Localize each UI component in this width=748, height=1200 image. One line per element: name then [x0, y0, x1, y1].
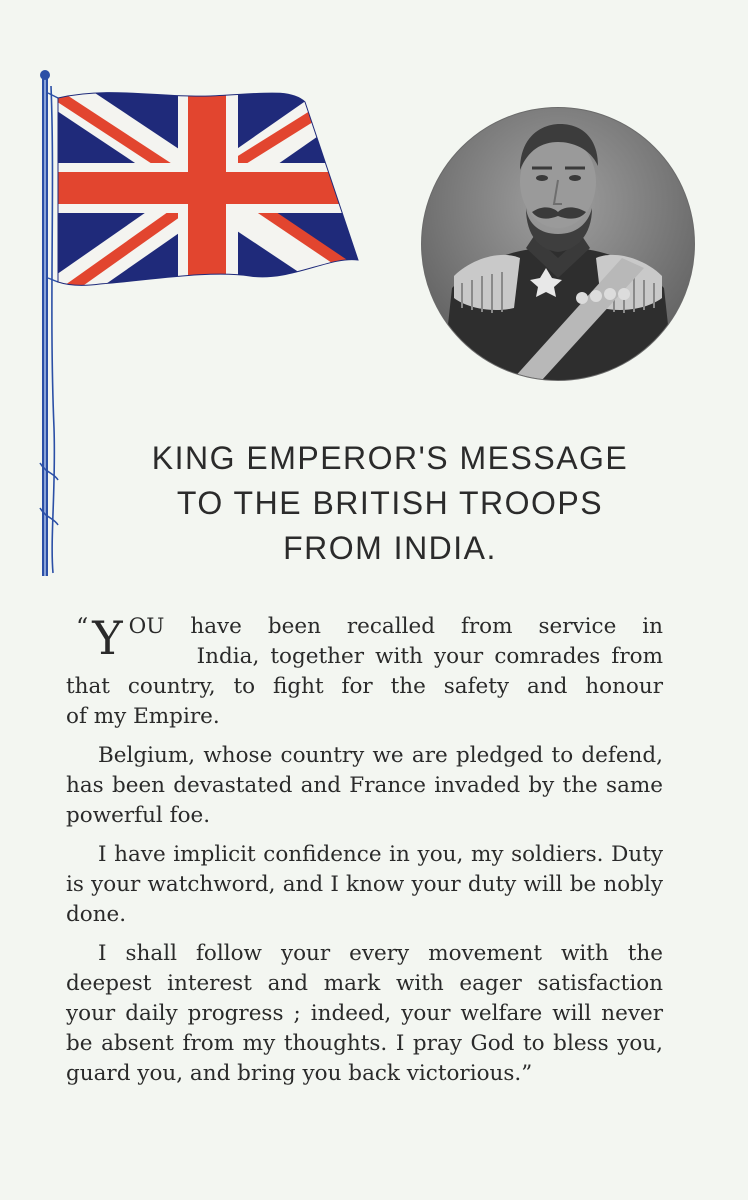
title-line-2: TO THE BRITISH TROOPS — [176, 485, 604, 521]
paragraph-1-line-1: OU have been recalled from service in — [128, 614, 663, 639]
paragraph-3: I have implicit confidence in you, my soldiers. Duty is your watchword, and I know your duty will be nobly done. — [66, 842, 663, 927]
paragraph-1-line-3: that country, to fight for the safety and honour — [66, 674, 663, 699]
title-line-1: KING EMPEROR'S MESSAGE — [151, 440, 629, 476]
open-quote: “ — [76, 613, 89, 641]
paragraph-1-line-2: India, together with your comrades from — [196, 644, 663, 669]
title-line-3: FROM INDIA. — [283, 530, 497, 566]
paragraph-4: I shall follow your every movement with the deepest interest and mark with eager satisfaction your daily progress ; indeed, your welfare will never be absent from my thoughts. I pray God to bless you, guard you, and bring you back victorious.” — [66, 941, 663, 1086]
message-body — [66, 612, 663, 1098]
paragraph-1-line-4: of my Empire. — [66, 704, 220, 729]
paragraph-2: Belgium, whose country we are pledged to defend, has been devastated and France invaded by the same powerful foe. — [66, 743, 663, 828]
message-title — [70, 436, 710, 571]
king-portrait-icon — [421, 107, 695, 381]
drop-cap: Y — [92, 611, 123, 665]
paragraph-1 — [66, 612, 663, 732]
